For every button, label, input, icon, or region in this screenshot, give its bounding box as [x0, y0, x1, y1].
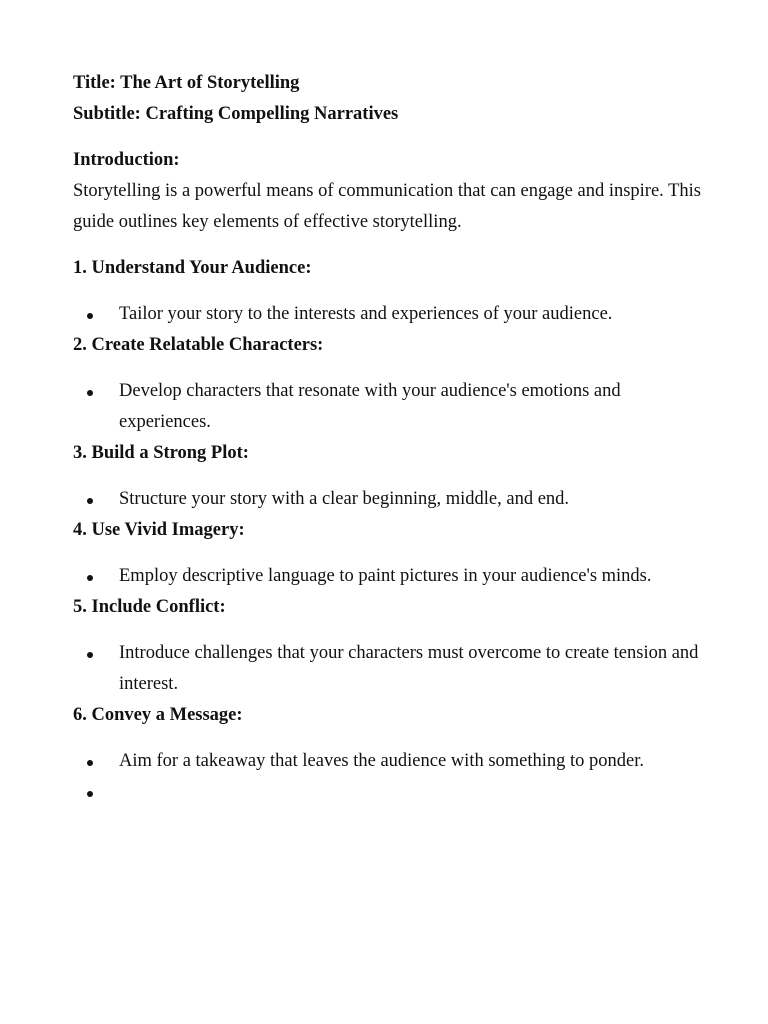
list-item	[73, 638, 708, 700]
bullet-icon	[87, 791, 93, 797]
bullet-text: Introduce challenges that your characters must overcome to create tension and interest.	[119, 643, 699, 694]
section-5-bullet-list	[73, 638, 708, 700]
document-subtitle: Subtitle: Crafting Compelling Narratives	[73, 104, 399, 124]
intro-paragraph: Storytelling is a powerful means of communication that can engage and inspire. This guide outlines key elements of effective storytelling.	[73, 181, 701, 232]
section-3-bullet-list	[73, 484, 708, 515]
bullet-text: Structure your story with a clear beginning, middle, and end.	[119, 489, 570, 509]
bullet-text: Develop characters that resonate with your audience's emotions and experiences.	[119, 381, 621, 432]
section-heading-5: 5. Include Conflict:	[73, 597, 226, 617]
bullet-text: Aim for a takeaway that leaves the audience with something to ponder.	[119, 751, 645, 771]
section-heading-3: 3. Build a Strong Plot:	[73, 443, 249, 463]
list-item	[73, 299, 708, 330]
bullet-icon	[87, 390, 93, 396]
section-heading-2: 2. Create Relatable Characters:	[73, 335, 324, 355]
section-heading-4: 4. Use Vivid Imagery:	[73, 520, 245, 540]
list-item	[73, 561, 708, 592]
intro-heading: Introduction:	[73, 150, 180, 170]
section-1-bullet-list	[73, 299, 708, 330]
list-item	[73, 484, 708, 515]
bullet-text: Employ descriptive language to paint pictures in your audience's minds.	[119, 566, 652, 586]
bullet-icon	[87, 760, 93, 766]
document-title: Title: The Art of Storytelling	[73, 73, 300, 93]
section-2-bullet-list	[73, 376, 708, 438]
section-6-bullet-list	[73, 746, 708, 808]
section-4-bullet-list	[73, 561, 708, 592]
bullet-icon	[87, 313, 93, 319]
bullet-text: Tailor your story to the interests and experiences of your audience.	[119, 304, 613, 324]
bullet-icon	[87, 575, 93, 581]
bullet-icon	[87, 498, 93, 504]
list-item	[73, 376, 708, 438]
list-item	[73, 746, 708, 777]
empty-list-item	[73, 777, 708, 808]
section-heading-6: 6. Convey a Message:	[73, 705, 243, 725]
bullet-icon	[87, 652, 93, 658]
section-heading-1: 1. Understand Your Audience:	[73, 258, 312, 278]
